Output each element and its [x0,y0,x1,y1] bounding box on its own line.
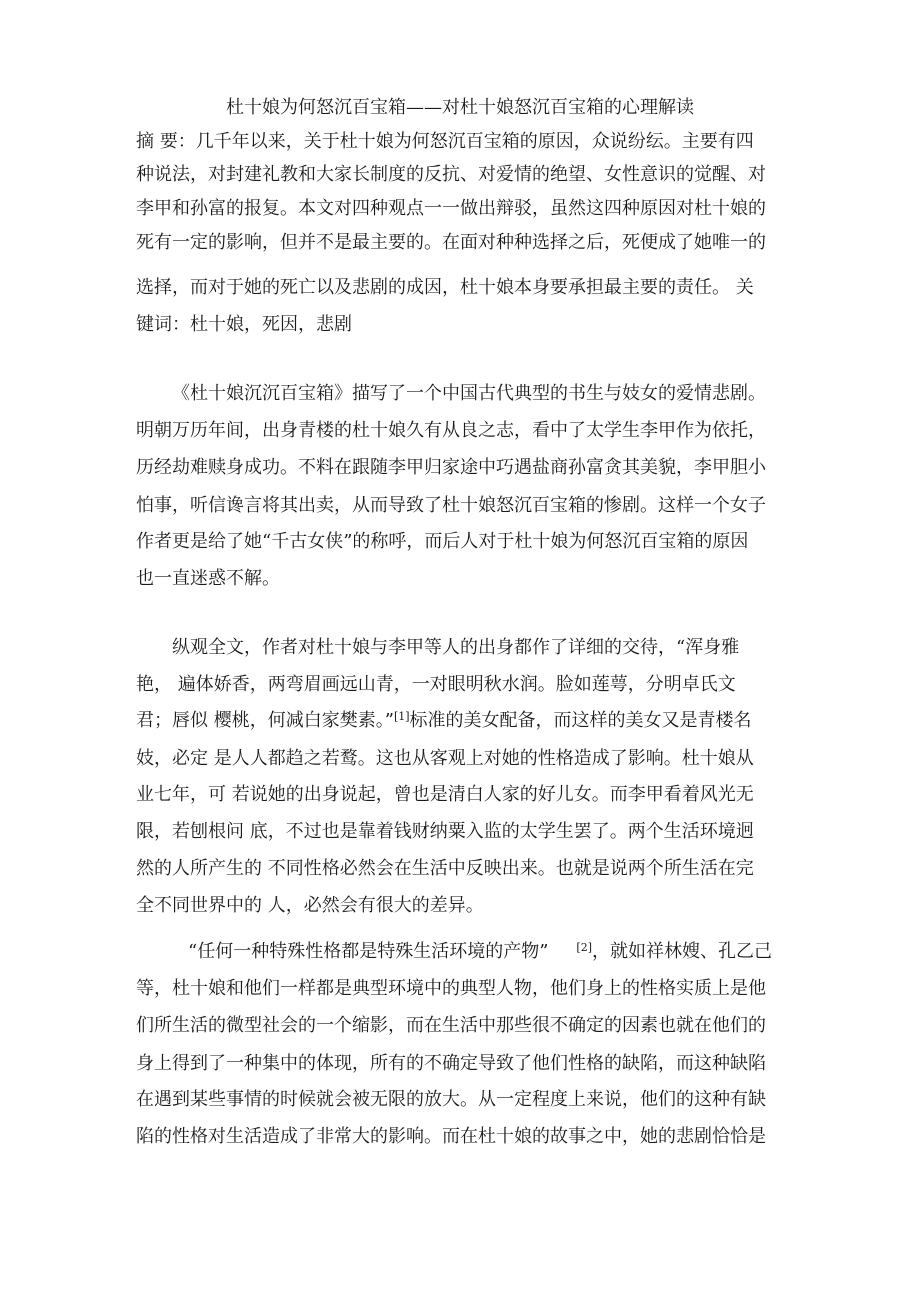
paragraph-2-line: 然的人所产生的 不同性格必然会在生活中反映出来。也就是说两个所生活在完 [136,858,754,879]
paragraph-2-text: 标准的美女配备，而这样的美女又是青楼名 [409,710,752,731]
paragraph-2-line: 限，若刨根问 底，不过也是靠着钱财纳粟入监的太学生罢了。两个生活环境迥 [136,821,754,842]
paragraph-2-line: 全不同世界中的 人，必然会有很大的差异。 [136,895,484,916]
document-title: 杜十娘为何怒沉百宝箱——对杜十娘怒沉百宝箱的心理解读 [226,97,694,118]
paragraph-2-line: 艳， 遍体娇香，两弯眉画远山青，一对眼明秋水润。脸如莲萼，分明卓氏文 [136,674,736,695]
paragraph-3-line: 身上得到了一种集中的体现，所有的不确定导致了他们性格的缺陷，而这种缺陷 [136,1053,766,1074]
paragraph-1-line: 历经劫难赎身成功。不料在跟随李甲归家途中巧遇盐商孙富贪其美貌，李甲胆小 [136,457,766,478]
abstract-line: 李甲和孙富的报复。本文对四种观点一一做出辩驳，虽然这四种原因对杜十娘的 [136,198,766,219]
paragraph-3-line: 等，杜十娘和他们一样都是典型环境中的典型人物，他们身上的性格实质上是他 [136,978,766,999]
paragraph-3-text: ，就如祥林嫂、孔乙己 [592,941,772,962]
paragraph-2-line [136,709,752,733]
citation-ref-2: [2] [576,941,592,954]
paragraph-2-text: 君；唇似 樱桃，何减白家樊素。” [136,710,394,731]
paragraph-1-line: 明朝万历年间，出身青楼的杜十娘久有从良之志，看中了太学生李甲作为依托， [136,420,766,441]
citation-ref-1: [1] [393,710,410,723]
abstract-line: 死有一定的影响，但并不是最主要的。在面对种种选择之后，死便成了她唯一的 [136,232,766,253]
paragraph-1-line: 怕事，听信谗言将其出卖，从而导致了杜十娘怒沉百宝箱的惨剧。这样一个女子 [136,495,766,516]
paragraph-3-text: “任何一种特殊性格都是特殊生活环境的产物” [188,941,549,962]
paragraph-3-line: 们所生活的微型社会的一个缩影，而在生活中那些很不确定的因素也就在他们的 [136,1015,766,1036]
paragraph-1-line: 作者更是给了她“千古女侠”的称呼，而后人对于杜十娘为何怒沉百宝箱的原因 [136,531,749,552]
abstract-line: 种说法，对封建礼教和大家长制度的反抗、对爱情的绝望、女性意识的觉醒、对 [136,164,766,185]
paragraph-1-line: 也一直迷惑不解。 [136,568,280,589]
paragraph-1-line: 《杜十娘沉沉百宝箱》描写了一个中国古代典型的书生与妓女的爱情悲剧。 [172,383,766,404]
abstract-line: 选择，而对于她的死亡以及悲剧的成因，杜十娘本身要承担最主要的责任。 关 [136,277,754,298]
paragraph-2-line: 纵观全文，作者对杜十娘与李甲等人的出身都作了详细的交待，“浑身雅 [172,637,740,658]
paragraph-2-line: 业七年，可 若说她的出身说起，曾也是清白人家的好儿女。而李甲看着风光无 [136,784,754,805]
paragraph-3-line: 陷的性格对生活造成了非常大的影响。而在杜十娘的故事之中，她的悲剧恰恰是 [136,1126,766,1147]
keywords-line: 键词：杜十娘，死因，悲剧 [136,314,352,335]
paragraph-3-line: 在遇到某些事情的时候就会被无限的放大。从一定程度上来说，他们的这种有缺 [136,1089,766,1110]
abstract-line: 摘 要：几千年以来，关于杜十娘为何怒沉百宝箱的原因，众说纷纭。主要有四 [136,131,754,152]
paragraph-2-line: 妓，必定 是人人都趋之若鹜。这也从客观上对她的性格造成了影响。杜十娘从 [136,748,754,769]
paragraph-3-line [188,940,772,964]
